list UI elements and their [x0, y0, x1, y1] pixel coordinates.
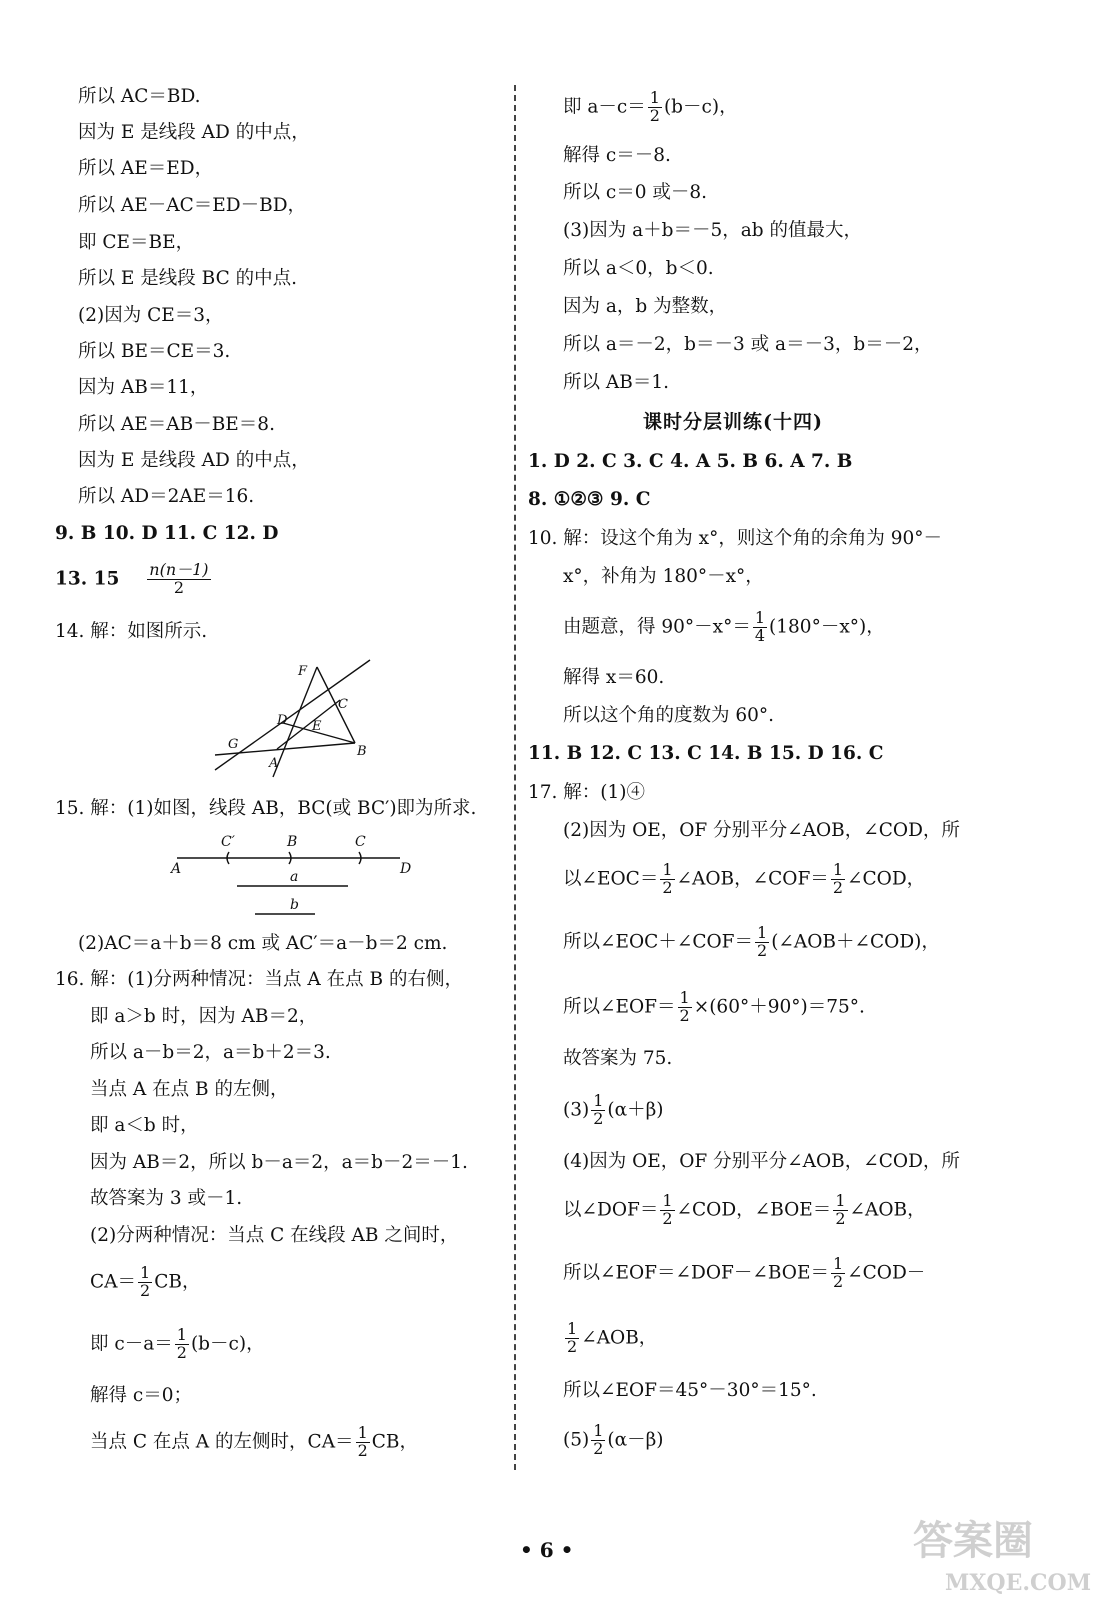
column-divider — [514, 85, 516, 1470]
text-line: 因为 a，b 为整数， — [563, 296, 728, 317]
text-line: 所以∠EOF＝45°－30°＝15°. — [563, 1380, 817, 1401]
text-line: 当点 A 在点 B 的左侧， — [90, 1079, 289, 1100]
fraction-denominator: 2 — [176, 1342, 187, 1362]
fraction-numerator: 1 — [140, 1263, 151, 1282]
text-line: 解得 c＝0； — [90, 1385, 193, 1406]
text-line: 所以 c＝0 或－8. — [563, 182, 708, 203]
fraction-half — [565, 1321, 579, 1356]
text-part: (∠AOB＋∠COD)， — [771, 931, 940, 953]
fraction-numerator: 1 — [593, 1421, 604, 1440]
fraction-numerator: 1 — [567, 1319, 578, 1338]
fraction-half — [591, 1093, 605, 1128]
text-line: 即 CE＝BE， — [78, 232, 195, 253]
text-part: 当点 C 在点 A 的左侧时，CA＝ — [90, 1431, 354, 1453]
text-part: 即 c－a＝ — [90, 1333, 173, 1355]
fraction-half — [660, 862, 674, 897]
answers-1-7: 1. D 2. C 3. C 4. A 5. B 6. A 7. B — [528, 451, 853, 472]
text-line: 即 a＞b 时，因为 AB＝2， — [90, 1006, 318, 1027]
text-part: (b－c)， — [190, 1333, 265, 1355]
label-d-point: D — [400, 861, 412, 877]
fraction-half — [678, 990, 692, 1025]
text-line: 因为 E 是线段 AD 的中点， — [78, 450, 310, 471]
text-line: (4)因为 OE，OF 分别平分∠AOB，∠COD，所 — [563, 1151, 960, 1172]
text-line: 所以 E 是线段 BC 的中点. — [78, 268, 298, 289]
fraction-half — [833, 1193, 847, 1228]
text-part: ∠COD－ — [847, 1262, 926, 1284]
q13-fraction — [147, 562, 210, 597]
text-line: (2)AC＝a＋b＝8 cm 或 AC′＝a－b＝2 cm. — [78, 933, 448, 954]
fraction-numerator: 1 — [835, 1191, 846, 1210]
text-part: 所以∠EOF＝∠DOF－∠BOE＝ — [563, 1262, 829, 1284]
answers-8-9: 8. ①②③ 9. C — [528, 489, 651, 510]
fraction-denominator: 2 — [757, 940, 768, 960]
label-seg-a: a — [290, 869, 299, 885]
formula-line — [90, 1425, 418, 1460]
label-f: F — [298, 664, 308, 679]
text-part: ∠AOB，∠COF＝ — [676, 868, 829, 890]
fraction-numerator: 1 — [754, 608, 766, 627]
fraction-numerator: 1 — [593, 1091, 604, 1110]
fraction-half — [755, 925, 769, 960]
formula-line — [563, 1256, 925, 1291]
fraction-quarter — [753, 610, 767, 645]
formula-line — [563, 862, 925, 897]
figure-14-diagram — [205, 655, 380, 780]
text-line: 所以这个角的度数为 60°. — [563, 705, 775, 726]
fraction-denominator: 2 — [832, 1271, 844, 1291]
text-part: ∠AOB， — [849, 1199, 926, 1221]
fraction-numerator: 1 — [357, 1423, 368, 1442]
fraction-half — [660, 1193, 674, 1228]
text-part: 即 a－c＝ — [563, 96, 646, 118]
label-a-point: A — [171, 861, 182, 877]
answer-13 — [55, 562, 213, 597]
answer-15: 15. 解：(1)如图，线段 AB，BC(或 BC′)即为所求. — [55, 798, 477, 819]
text-part: ∠AOB， — [581, 1327, 658, 1349]
label-seg-b: b — [290, 897, 299, 913]
fraction-half — [356, 1425, 370, 1460]
text-line: 所以 AE－AC＝ED－BD， — [78, 195, 307, 216]
answer-14: 14. 解：如图所示. — [55, 621, 208, 642]
figure-15-diagram — [165, 828, 425, 920]
text-part: CB， — [371, 1431, 419, 1453]
text-line: 故答案为 3 或－1. — [90, 1188, 243, 1209]
label-c-point: C — [355, 834, 366, 850]
formula-line — [90, 1265, 200, 1300]
text-line: 解得 c＝－8. — [563, 145, 671, 166]
fraction-denominator: 2 — [662, 1208, 673, 1228]
text-part: 所以∠EOC＋∠COF＝ — [563, 931, 753, 953]
q13-prefix: 13. 15 — [55, 568, 120, 590]
fraction-denominator: 2 — [832, 877, 843, 897]
label-e: E — [312, 719, 322, 734]
formula-line — [90, 1327, 265, 1362]
fraction-half — [831, 862, 845, 897]
label-d: D — [277, 713, 288, 728]
fraction-denominator: 2 — [173, 577, 184, 597]
fraction-half — [591, 1423, 605, 1458]
answer-16: 16. 解：(1)分两种情况：当点 A 在点 B 的右侧， — [55, 969, 463, 990]
fraction-numerator: 1 — [662, 1191, 673, 1210]
text-part: 由题意，得 90°－x°＝ — [563, 616, 751, 638]
text-line: 所以 BE＝CE＝3. — [78, 341, 231, 362]
fraction-denominator: 2 — [679, 1005, 690, 1025]
fraction-numerator: n(n－1) — [149, 560, 209, 579]
label-b-point: B — [287, 834, 298, 850]
text-line: 所以 a－b＝2，a＝b＋2＝3. — [90, 1042, 331, 1063]
text-line: (2)因为 CE＝3， — [78, 305, 224, 326]
text-line: 即 a＜b 时， — [90, 1115, 199, 1136]
fraction-numerator: 1 — [662, 860, 673, 879]
formula-line — [563, 1423, 664, 1458]
text-line: 因为 AB＝11， — [78, 377, 209, 398]
text-line: 所以 a＝－2，b＝－3 或 a＝－3，b＝－2， — [563, 334, 933, 355]
text-line: 所以 a＜0，b＜0. — [563, 258, 714, 279]
text-part: (b－c)， — [663, 96, 738, 118]
text-part: (α－β) — [607, 1429, 664, 1451]
formula-line — [563, 610, 885, 645]
formula-line — [563, 925, 940, 960]
text-line: 所以 AB＝1. — [563, 372, 669, 393]
label-c: C — [338, 697, 348, 712]
text-part: ×(60°＋90°)＝75°. — [693, 996, 865, 1018]
text-part: CA＝ — [90, 1271, 137, 1293]
fraction-numerator: 1 — [832, 1254, 844, 1273]
text-part: (180°－x°)， — [769, 616, 885, 638]
text-part: (α＋β) — [607, 1099, 664, 1121]
watermark-logo — [905, 1510, 1095, 1595]
text-part: (5) — [563, 1429, 590, 1451]
label-c-prime: C′ — [221, 834, 235, 850]
answers-11-16: 11. B 12. C 13. C 14. B 15. D 16. C — [528, 743, 884, 764]
line-fb — [317, 667, 355, 743]
formula-line — [563, 1093, 664, 1128]
fraction-half — [175, 1327, 189, 1362]
fraction-denominator: 2 — [662, 877, 673, 897]
fraction-denominator: 2 — [140, 1280, 151, 1300]
formula-line — [563, 1193, 926, 1228]
text-line: 所以 AE＝AB－BE＝8. — [78, 414, 275, 435]
answer-10: 10. 解：设这个角为 x°，则这个角的余角为 90°－ — [528, 528, 943, 549]
text-line: 解得 x＝60. — [563, 667, 665, 688]
text-part: (3) — [563, 1099, 590, 1121]
text-part: ∠COD，∠BOE＝ — [676, 1199, 832, 1221]
label-b: B — [357, 744, 367, 759]
text-line: 故答案为 75. — [563, 1048, 673, 1069]
fraction-half — [831, 1256, 845, 1291]
answer-17: 17. 解：(1)④ — [528, 782, 646, 803]
watermark-bottom: MXQE.COM — [945, 1570, 1092, 1595]
fraction-numerator: 1 — [649, 88, 660, 107]
text-line: 因为 AB＝2，所以 b－a＝2，a＝b－2＝－1. — [90, 1152, 468, 1173]
text-part: ∠COD， — [847, 868, 926, 890]
fraction-numerator: 1 — [679, 988, 690, 1007]
fraction-denominator: 2 — [567, 1336, 578, 1356]
text-line: 因为 E 是线段 AD 的中点， — [78, 122, 310, 143]
text-line: 所以 AC＝BD. — [78, 86, 201, 107]
fraction-denominator: 2 — [593, 1108, 604, 1128]
fraction-half — [138, 1265, 152, 1300]
page-number: • 6 • — [520, 1538, 574, 1562]
formula-line — [563, 90, 738, 125]
text-line: 所以 AD＝2AE＝16. — [78, 486, 255, 507]
answers-9-12: 9. B 10. D 11. C 12. D — [55, 523, 279, 544]
text-part: 以∠EOC＝ — [563, 868, 659, 890]
fraction-numerator: 1 — [176, 1325, 187, 1344]
text-part: 所以∠EOF＝ — [563, 996, 676, 1018]
fraction-denominator: 2 — [357, 1440, 368, 1460]
fraction-denominator: 2 — [835, 1208, 846, 1228]
label-g: G — [228, 737, 239, 752]
label-a: A — [269, 756, 279, 771]
text-line: x°，补角为 180°－x°， — [563, 566, 764, 587]
text-line: (2)分两种情况：当点 C 在线段 AB 之间时， — [90, 1225, 459, 1246]
fraction-denominator: 2 — [649, 105, 660, 125]
text-line: 所以 AE＝ED， — [78, 158, 214, 179]
fraction-numerator: 1 — [832, 860, 843, 879]
section-heading: 课时分层训练(十四) — [643, 411, 823, 433]
formula-line — [563, 1321, 657, 1356]
text-line: (3)因为 a＋b＝－5，ab 的值最大， — [563, 220, 862, 241]
formula-line — [563, 990, 865, 1025]
fraction-half — [648, 90, 662, 125]
fraction-denominator: 4 — [754, 625, 766, 645]
text-line: (2)因为 OE，OF 分别平分∠AOB，∠COD，所 — [563, 820, 960, 841]
text-part: CB， — [154, 1271, 201, 1293]
text-part: 以∠DOF＝ — [563, 1199, 659, 1221]
fraction-numerator: 1 — [757, 923, 768, 942]
fraction-denominator: 2 — [593, 1438, 604, 1458]
watermark-top: 答案圈 — [913, 1517, 1033, 1564]
